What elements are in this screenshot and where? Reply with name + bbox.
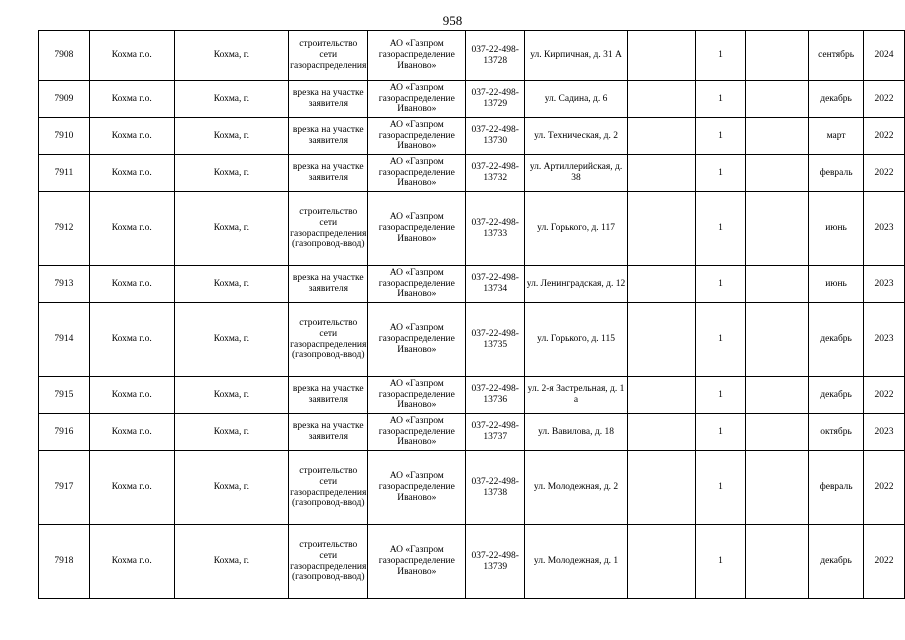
cell-empty xyxy=(627,31,695,81)
cell-number: 7917 xyxy=(39,451,90,525)
cell-code: 037-22-498-13736 xyxy=(466,377,525,414)
cell-organization: АО «Газпром газораспределение Иваново» xyxy=(368,266,466,303)
cell-empty xyxy=(746,31,809,81)
cell-empty xyxy=(627,118,695,155)
cell-locality: Кохма, г. xyxy=(174,377,289,414)
cell-quantity: 1 xyxy=(695,155,746,192)
cell-address: ул. Молодежная, д. 2 xyxy=(525,451,628,525)
cell-address: ул. Горького, д. 117 xyxy=(525,192,628,266)
cell-number: 7916 xyxy=(39,414,90,451)
cell-empty xyxy=(627,377,695,414)
cell-empty xyxy=(627,525,695,599)
cell-month: июнь xyxy=(809,266,864,303)
cell-empty xyxy=(746,414,809,451)
cell-month: декабрь xyxy=(809,303,864,377)
cell-empty xyxy=(627,451,695,525)
cell-address: ул. Молодежная, д. 1 xyxy=(525,525,628,599)
cell-month: декабрь xyxy=(809,377,864,414)
cell-number: 7913 xyxy=(39,266,90,303)
table-row xyxy=(39,414,905,451)
cell-address: ул. 2-я Застрельная, д. 1 а xyxy=(525,377,628,414)
cell-number: 7914 xyxy=(39,303,90,377)
cell-quantity: 1 xyxy=(695,377,746,414)
registry-table xyxy=(38,30,905,599)
cell-work-type: строительство сети газораспределения (газопровод-ввод) xyxy=(289,303,368,377)
cell-number: 7915 xyxy=(39,377,90,414)
cell-year: 2024 xyxy=(864,31,905,81)
cell-address: ул. Артиллерийская, д. 38 xyxy=(525,155,628,192)
cell-municipality: Кохма г.о. xyxy=(89,31,174,81)
cell-address: ул. Садина, д. 6 xyxy=(525,81,628,118)
cell-work-type: врезка на участке заявителя xyxy=(289,81,368,118)
cell-empty xyxy=(746,155,809,192)
cell-address: ул. Вавилова, д. 18 xyxy=(525,414,628,451)
table-row xyxy=(39,303,905,377)
cell-quantity: 1 xyxy=(695,414,746,451)
cell-empty xyxy=(746,192,809,266)
cell-quantity: 1 xyxy=(695,451,746,525)
cell-organization: АО «Газпром газораспределение Иваново» xyxy=(368,303,466,377)
cell-locality: Кохма, г. xyxy=(174,155,289,192)
cell-address: ул. Горького, д. 115 xyxy=(525,303,628,377)
table-row xyxy=(39,31,905,81)
table-row xyxy=(39,155,905,192)
cell-month: сентябрь xyxy=(809,31,864,81)
table-row xyxy=(39,266,905,303)
cell-locality: Кохма, г. xyxy=(174,118,289,155)
cell-code: 037-22-498-13735 xyxy=(466,303,525,377)
cell-locality: Кохма, г. xyxy=(174,266,289,303)
cell-code: 037-22-498-13734 xyxy=(466,266,525,303)
cell-empty xyxy=(746,303,809,377)
cell-work-type: строительство сети газораспределения xyxy=(289,31,368,81)
cell-empty xyxy=(627,303,695,377)
cell-month: февраль xyxy=(809,451,864,525)
cell-month: февраль xyxy=(809,155,864,192)
cell-year: 2022 xyxy=(864,81,905,118)
cell-year: 2022 xyxy=(864,118,905,155)
cell-municipality: Кохма г.о. xyxy=(89,303,174,377)
cell-quantity: 1 xyxy=(695,192,746,266)
cell-number: 7908 xyxy=(39,31,90,81)
cell-empty xyxy=(746,525,809,599)
cell-locality: Кохма, г. xyxy=(174,414,289,451)
cell-organization: АО «Газпром газораспределение Иваново» xyxy=(368,414,466,451)
cell-organization: АО «Газпром газораспределение Иваново» xyxy=(368,31,466,81)
cell-year: 2022 xyxy=(864,451,905,525)
cell-month: октябрь xyxy=(809,414,864,451)
cell-municipality: Кохма г.о. xyxy=(89,192,174,266)
cell-organization: АО «Газпром газораспределение Иваново» xyxy=(368,192,466,266)
cell-number: 7918 xyxy=(39,525,90,599)
cell-year: 2023 xyxy=(864,266,905,303)
cell-work-type: врезка на участке заявителя xyxy=(289,118,368,155)
cell-municipality: Кохма г.о. xyxy=(89,525,174,599)
cell-code: 037-22-498-13730 xyxy=(466,118,525,155)
cell-code: 037-22-498-13728 xyxy=(466,31,525,81)
cell-municipality: Кохма г.о. xyxy=(89,451,174,525)
cell-municipality: Кохма г.о. xyxy=(89,414,174,451)
cell-year: 2023 xyxy=(864,414,905,451)
cell-work-type: врезка на участке заявителя xyxy=(289,377,368,414)
cell-empty xyxy=(746,81,809,118)
cell-locality: Кохма, г. xyxy=(174,303,289,377)
cell-work-type: врезка на участке заявителя xyxy=(289,155,368,192)
table-row xyxy=(39,118,905,155)
cell-address: ул. Ленинградская, д. 12 xyxy=(525,266,628,303)
cell-year: 2022 xyxy=(864,377,905,414)
cell-address: ул. Техническая, д. 2 xyxy=(525,118,628,155)
cell-code: 037-22-498-13732 xyxy=(466,155,525,192)
cell-municipality: Кохма г.о. xyxy=(89,81,174,118)
cell-quantity: 1 xyxy=(695,31,746,81)
cell-year: 2022 xyxy=(864,525,905,599)
cell-empty xyxy=(746,451,809,525)
cell-organization: АО «Газпром газораспределение Иваново» xyxy=(368,525,466,599)
cell-locality: Кохма, г. xyxy=(174,451,289,525)
cell-empty xyxy=(746,377,809,414)
table-row xyxy=(39,525,905,599)
cell-municipality: Кохма г.о. xyxy=(89,155,174,192)
cell-locality: Кохма, г. xyxy=(174,525,289,599)
cell-empty xyxy=(627,81,695,118)
cell-organization: АО «Газпром газораспределение Иваново» xyxy=(368,155,466,192)
cell-locality: Кохма, г. xyxy=(174,192,289,266)
cell-quantity: 1 xyxy=(695,303,746,377)
cell-month: декабрь xyxy=(809,81,864,118)
cell-year: 2023 xyxy=(864,192,905,266)
cell-municipality: Кохма г.о. xyxy=(89,118,174,155)
cell-quantity: 1 xyxy=(695,81,746,118)
cell-code: 037-22-498-13739 xyxy=(466,525,525,599)
cell-month: март xyxy=(809,118,864,155)
table-row xyxy=(39,451,905,525)
cell-work-type: строительство сети газораспределения (газопровод-ввод) xyxy=(289,525,368,599)
page-number: 958 xyxy=(442,13,463,28)
cell-number: 7909 xyxy=(39,81,90,118)
table-row xyxy=(39,192,905,266)
cell-code: 037-22-498-13738 xyxy=(466,451,525,525)
cell-work-type: врезка на участке заявителя xyxy=(289,414,368,451)
cell-year: 2022 xyxy=(864,155,905,192)
cell-quantity: 1 xyxy=(695,525,746,599)
cell-empty xyxy=(627,155,695,192)
cell-work-type: строительство сети газораспределения (газопровод-ввод) xyxy=(289,451,368,525)
cell-empty xyxy=(746,266,809,303)
cell-code: 037-22-498-13733 xyxy=(466,192,525,266)
cell-empty xyxy=(627,414,695,451)
cell-municipality: Кохма г.о. xyxy=(89,377,174,414)
cell-code: 037-22-498-13737 xyxy=(466,414,525,451)
cell-quantity: 1 xyxy=(695,118,746,155)
cell-code: 037-22-498-13729 xyxy=(466,81,525,118)
table-row xyxy=(39,81,905,118)
table-row xyxy=(39,377,905,414)
cell-number: 7911 xyxy=(39,155,90,192)
cell-organization: АО «Газпром газораспределение Иваново» xyxy=(368,377,466,414)
cell-month: июнь xyxy=(809,192,864,266)
cell-organization: АО «Газпром газораспределение Иваново» xyxy=(368,451,466,525)
registry-table-body xyxy=(39,31,905,599)
cell-month: декабрь xyxy=(809,525,864,599)
cell-address: ул. Кирпичная, д. 31 А xyxy=(525,31,628,81)
cell-municipality: Кохма г.о. xyxy=(89,266,174,303)
cell-empty xyxy=(746,118,809,155)
cell-number: 7912 xyxy=(39,192,90,266)
cell-year: 2023 xyxy=(864,303,905,377)
cell-organization: АО «Газпром газораспределение Иваново» xyxy=(368,81,466,118)
cell-work-type: врезка на участке заявителя xyxy=(289,266,368,303)
cell-quantity: 1 xyxy=(695,266,746,303)
cell-empty xyxy=(627,192,695,266)
cell-empty xyxy=(627,266,695,303)
cell-locality: Кохма, г. xyxy=(174,81,289,118)
cell-work-type: строительство сети газораспределения (газопровод-ввод) xyxy=(289,192,368,266)
cell-locality: Кохма, г. xyxy=(174,31,289,81)
cell-organization: АО «Газпром газораспределение Иваново» xyxy=(368,118,466,155)
cell-number: 7910 xyxy=(39,118,90,155)
